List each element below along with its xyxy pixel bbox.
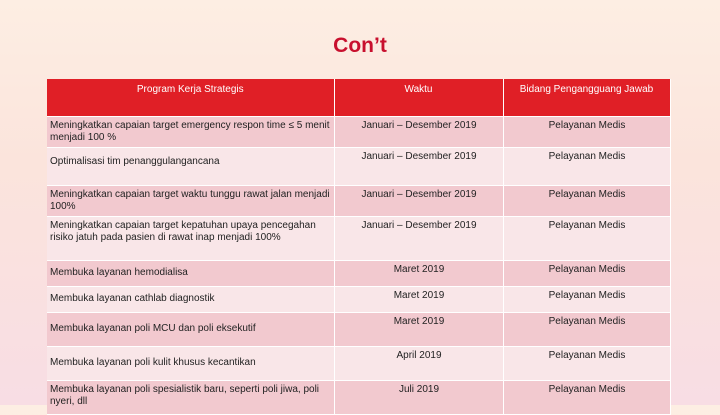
cell-bidang: Pelayanan Medis: [503, 347, 670, 381]
cell-bidang: Pelayanan Medis: [503, 381, 670, 415]
cell-program: Meningkatkan capaian target waktu tunggu rawat jalan menjadi 100%: [47, 186, 334, 217]
cell-waktu: Juli 2019: [334, 381, 503, 415]
table-row: [47, 381, 670, 415]
cell-program: Membuka layanan cathlab diagnostik: [47, 287, 334, 313]
cell-waktu: Maret 2019: [334, 313, 503, 347]
cell-waktu: April 2019: [334, 347, 503, 381]
cell-bidang: Pelayanan Medis: [503, 148, 670, 186]
cell-program: Membuka layanan hemodialisa: [47, 261, 334, 287]
table-row: [47, 186, 670, 217]
table-row: [47, 148, 670, 186]
cell-waktu: Maret 2019: [334, 287, 503, 313]
cell-bidang: Pelayanan Medis: [503, 313, 670, 347]
header-bidang: Bidang Pengangguang Jawab: [503, 79, 670, 117]
cell-program: Meningkatkan capaian target kepatuhan upaya pencegahan risiko jatuh pada pasien di rawat inap menjadi 100%: [47, 217, 334, 261]
table-row: [47, 347, 670, 381]
table-header-row: [47, 79, 670, 117]
slide-title: Con’t: [333, 34, 387, 57]
table-row: [47, 217, 670, 261]
table-row: [47, 287, 670, 313]
cell-bidang: Pelayanan Medis: [503, 261, 670, 287]
cell-program: Membuka layanan poli spesialistik baru, seperti poli jiwa, poli nyeri, dll: [47, 381, 334, 415]
cell-bidang: Pelayanan Medis: [503, 186, 670, 217]
cell-waktu: Januari – Desember 2019: [334, 186, 503, 217]
table-row: [47, 117, 670, 148]
cell-waktu: Januari – Desember 2019: [334, 148, 503, 186]
cell-bidang: Pelayanan Medis: [503, 287, 670, 313]
cell-program: Optimalisasi tim penanggulangancana: [47, 148, 334, 186]
cell-waktu: Maret 2019: [334, 261, 503, 287]
program-table: [47, 79, 671, 415]
header-waktu: Waktu: [334, 79, 503, 117]
cell-program: Membuka layanan poli MCU dan poli eksekutif: [47, 313, 334, 347]
header-program: Program Kerja Strategis: [47, 79, 334, 117]
cell-bidang: Pelayanan Medis: [503, 117, 670, 148]
cell-waktu: Januari – Desember 2019: [334, 217, 503, 261]
table-row: [47, 313, 670, 347]
cell-bidang: Pelayanan Medis: [503, 217, 670, 261]
cell-program: Membuka layanan poli kulit khusus kecantikan: [47, 347, 334, 381]
cell-program: Meningkatkan capaian target emergency respon time ≤ 5 menit menjadi 100 %: [47, 117, 334, 148]
table-row: [47, 261, 670, 287]
cell-waktu: Januari – Desember 2019: [334, 117, 503, 148]
